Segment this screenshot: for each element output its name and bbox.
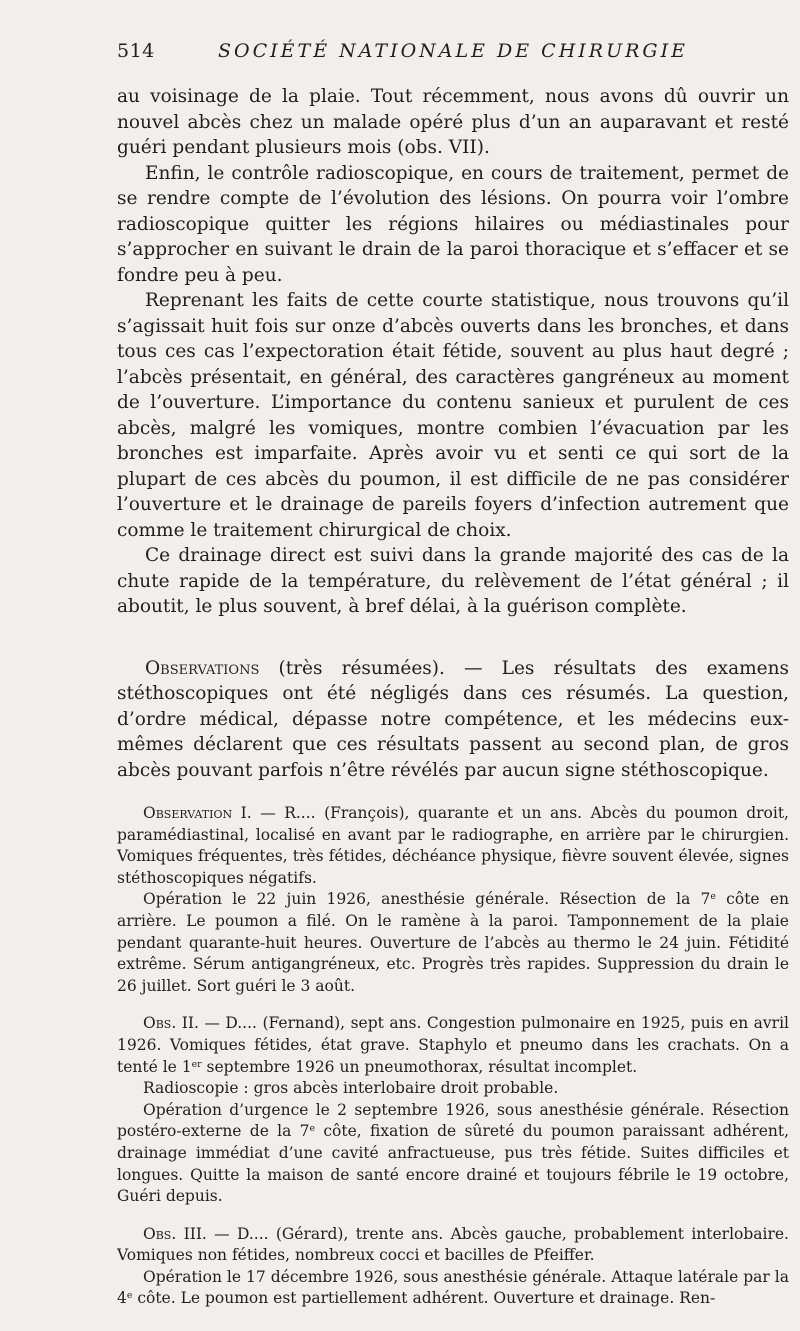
- paragraph-radioscopic-control: Enfin, le contrôle radioscopique, en cours de traitement, permet de se rendre compte de l’évolution des lésions. On pourra voir l’ombre radioscopique quitter les régions hilaires ou médiastinales pour s’approcher en suivant le drain de la paroi thoracique et s’effacer et se fondre peu à peu.: [117, 162, 789, 286]
- paragraph-drainage: Ce drainage direct est suivi dans la grande majorité des cas de la chute rapide de la température, du relèvement de l’état général ; il aboutit, le plus souvent, à bref délai, à la guérison complète.: [117, 545, 789, 617]
- observation-1-heading: Observation: [143, 804, 233, 822]
- section-spacer: [117, 620, 789, 656]
- observation-3: Obs. III. — D.... (Gérard), trente ans. Abcès gauche, probablement interlobaire. Vomiques non fétides, nombreux cocci et bacilles de Pfeiffer.: [117, 1224, 789, 1265]
- page-body: [117, 84, 789, 1310]
- section-spacer: [117, 997, 789, 1013]
- observation-2-operation: Opération d’urgence le 2 septembre 1926, sous anesthésie générale. Résection postéro-externe de la 7e côte, fixation de sûreté du poumon paraissant adhérent, drainage immédiat d’une cavité anfractueuse, pus très fétide. Suites difficiles et longues. Quitte la maison de santé encore drainé et toujours fébrile le 19 octobre, Guéri depuis.: [117, 1100, 790, 1206]
- observation-3-heading: Obs.: [143, 1224, 177, 1243]
- observations-heading: Observations: [145, 657, 260, 679]
- page-header: [117, 40, 789, 68]
- observation-2-radioscopy: Radioscopie : gros abcès interlobaire droit probable.: [143, 1079, 559, 1098]
- paragraph-statistics: Reprenant les faits de cette courte statistique, nous trouvons qu’il s’agissait huit fois sur onze d’abcès ouverts dans les bronches, et dans tous ces cas l’expectoration était fétide, souvent au plus haut degré ; l’abcès présentait, en général, des caractères gangréneux au moment de l’ouverture. L’importance du contenu sanieux et purulent de ces abcès, malgré les vomiques, montre combien l’évacuation par les bronches est imparfaite. Après avoir vu et senti ce qui sort de la plupart de ces abcès du poumon, il est difficile de ne pas considérer l’ouverture et le drainage de pareils foyers d’infection autrement que comme le traitement chirurgical de choix.: [117, 290, 789, 541]
- section-spacer: [117, 783, 789, 803]
- observation-2-heading: Obs.: [143, 1014, 177, 1033]
- observation-1-text: I. — R.... (François), quarante et un ans. Abcès du poumon droit, paramédiastinal, localisé en avant par le radiographe, en arrière par le chirurgien. Vomiques fréquentes, très fétides, déchéance physique, fièvre souvent élevée, signes stéthoscopiques négatifs.: [117, 804, 789, 887]
- observation-3-operation: Opération le 17 décembre 1926, sous anesthésie générale. Attaque latérale par la 4e côte. Le poumon est partiellement adhérent. Ouverture et drainage. Ren-: [117, 1267, 789, 1308]
- observation-2: Obs. II. — D.... (Fernand), sept ans. Congestion pulmonaire en 1925, puis en avril 1926. Vomiques fétides, état grave. Staphylo et pneumo dans les crachats. On a tenté le 1er septembre 1926 un pneumothorax, résultat incomplet.: [117, 1014, 789, 1076]
- observations-intro: [117, 656, 789, 784]
- observations-intro-text: (très résumées). — Les résultats des examens stéthoscopiques ont été négligés dans ces résumés. La question, d’ordre médical, dépasse notre compétence, et les médecins eux-mêmes déclarent que ces résultats passent au second plan, de gros abcès pouvant parfois n’être révélés par aucun signe stéthoscopique.: [117, 657, 789, 781]
- paragraph-continuation: au voisinage de la plaie. Tout récemment, nous avons dû ouvrir un nouvel abcès chez un malade opéré plus d’un an auparavant et resté guéri pendant plusieurs mois (obs. VII).: [117, 86, 789, 158]
- running-title: SOCIÉTÉ NATIONALE DE CHIRURGIE: [218, 40, 688, 62]
- section-spacer: [117, 1208, 789, 1224]
- observation-1-operation: Opération le 22 juin 1926, anesthésie générale. Résection de la 7e côte en arrière. Le poumon a filé. On le ramène à la paroi. Tamponnement de la plaie pendant quarante-huit heures. Ouverture de l’abcès au thermo le 24 juin. Fétidité extrême. Sérum antigangréneux, etc. Progrès très rapides. Suppression du drain le 26 juillet. Sort guéri le 3 août.: [117, 890, 789, 995]
- page-number: 514: [117, 40, 155, 62]
- observation-1: [117, 803, 789, 889]
